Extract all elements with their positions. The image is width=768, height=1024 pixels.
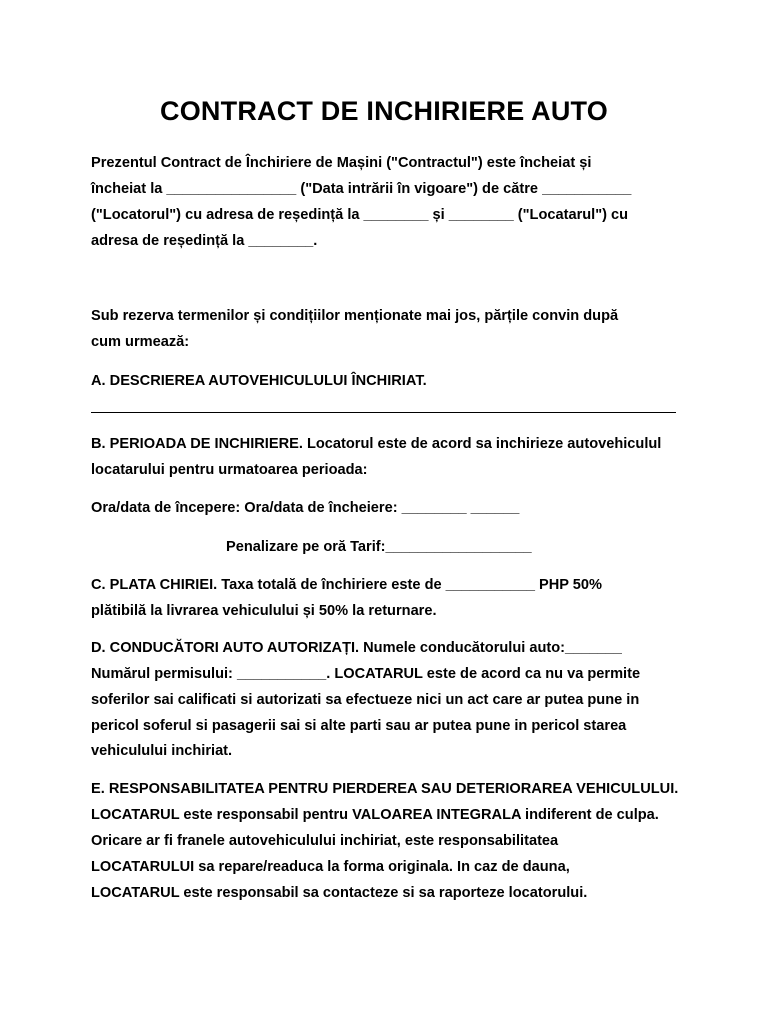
section-b-line: locatarului pentru urmatoarea perioada:	[91, 462, 368, 478]
section-e-line: LOCATARUL este responsabil pentru VALOAREA INTEGRALA indiferent de culpa.	[91, 807, 659, 823]
section-a-blank-line	[91, 412, 676, 413]
section-c-line: plătibilă la livrarea vehiculului și 50% la returnare.	[91, 603, 437, 619]
conditions-line: cum urmează:	[91, 334, 190, 350]
section-a-heading: A. DESCRIEREA AUTOVEHICULULUI ÎNCHIRIAT.	[91, 373, 427, 389]
section-d-line: Numărul permisului: ___________. LOCATARUL este de acord ca nu va permite	[91, 666, 641, 682]
conditions-line: Sub rezerva termenilor și condițiilor menționate mai jos, părțile convin după	[91, 308, 619, 324]
section-b-line: B. PERIOADA DE INCHIRIERE. Locatorul este de acord sa inchirieze autovehiculul	[91, 436, 662, 452]
section-e-line: LOCATARULUI sa repare/readuca la forma originala. In caz de dauna,	[91, 859, 570, 875]
document-title: CONTRACT DE INCHIRIERE AUTO	[160, 96, 608, 126]
section-b-dates-line: Ora/data de începere: Ora/data de încheiere: ________ ______	[91, 500, 520, 516]
section-e-line: E. RESPONSABILITATEA PENTRU PIERDEREA SAU DETERIORAREA VEHICULULUI.	[91, 781, 679, 797]
intro-line: Prezentul Contract de Închiriere de Mașini ("Contractul") este încheiat și	[91, 155, 592, 171]
section-e-line: Oricare ar fi franele autovehiculului inchiriat, este responsabilitatea	[91, 833, 559, 849]
section-d-line: vehiculului inchiriat.	[91, 743, 233, 759]
section-e-line: LOCATARUL este responsabil sa contacteze si sa raporteze locatorului.	[91, 885, 588, 901]
section-d-line: pericol soferul si pasagerii sai si alte parti sau ar putea pune in pericol starea	[91, 718, 627, 734]
section-d-line: soferilor sai calificati si autorizati sa efectueze nici un act care ar putea pune in	[91, 692, 640, 708]
section-b-penalty-line: Penalizare pe oră Tarif:__________________	[226, 539, 532, 555]
intro-line: ("Locatorul") cu adresa de reședință la ________ și ________ ("Locatarul") cu	[91, 207, 629, 223]
section-c-line: C. PLATA CHIRIEI. Taxa totală de închiriere este de ___________ PHP 50%	[91, 577, 603, 593]
intro-line: încheiat la ________________ ("Data intrării în vigoare") de către ___________	[91, 181, 632, 197]
section-d-line: D. CONDUCĂTORI AUTO AUTORIZAȚI. Numele conducătorului auto:_______	[91, 640, 622, 656]
intro-line: adresa de reședință la ________.	[91, 233, 318, 249]
